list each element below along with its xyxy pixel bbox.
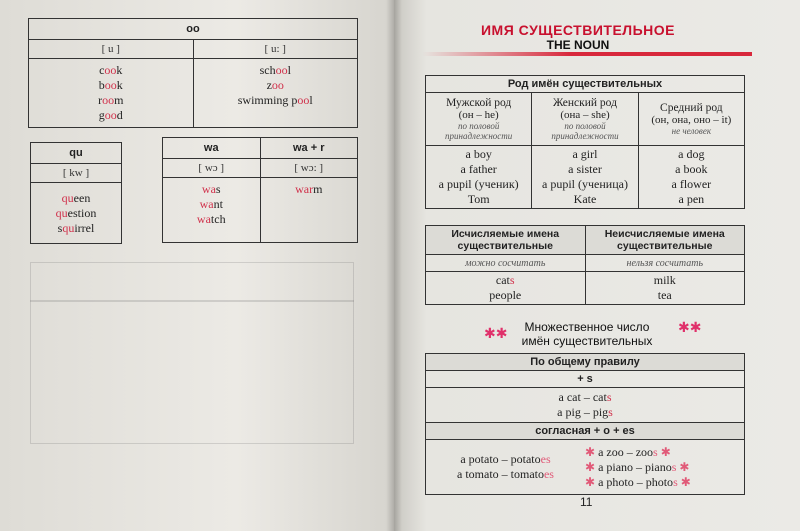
oo-short-word-part: r (98, 93, 103, 107)
oo-short-word-part: c (99, 63, 105, 77)
qu-word-highlight: qu (62, 220, 75, 235)
wa-word (163, 212, 260, 227)
oo-long-word (194, 93, 358, 108)
gender-pronoun: (он, она, оно – it) (651, 114, 732, 126)
title-underline (422, 52, 752, 56)
plural-example-1: a cat – cat (558, 390, 607, 404)
oo-short-word-part: k (116, 78, 123, 92)
countable-word-2: people (489, 288, 522, 302)
gender-note: не человек (671, 126, 712, 136)
gender-examples (532, 146, 638, 209)
gender-examples (638, 146, 744, 209)
oo-long-word-highlight: oo (275, 63, 288, 77)
qu-sound: [ kw ] (31, 164, 122, 183)
oo-long-word-part: swimming p (237, 93, 298, 107)
es-example (426, 467, 585, 482)
gender-example-word: Tom (467, 192, 490, 206)
qu-word-highlight: qu (55, 205, 68, 220)
oo-short-word-part: g (98, 108, 105, 122)
s-exception-base: a zoo – zoo (598, 444, 654, 459)
plural-example-1-ending: s (606, 390, 612, 404)
uncountable-note: нельзя сосчитать (585, 255, 745, 272)
qu-table (30, 142, 122, 244)
oo-short-word (29, 63, 193, 78)
war-word-highlight: war (295, 182, 314, 196)
plural-plus-s: + s (426, 371, 745, 388)
oo-short-word (29, 78, 193, 93)
gender-example-word: a sister (568, 162, 602, 176)
page-number: 11 (580, 495, 593, 509)
s-exception-ending: s (671, 459, 677, 474)
war-words (260, 178, 358, 243)
es-example-ending: es (543, 467, 554, 481)
s-exception (585, 445, 744, 460)
es-example-base: a potato – potato (460, 452, 541, 466)
wa-word-highlight: wa (201, 182, 216, 196)
star-icon: ✱ (585, 474, 599, 489)
s-exception-ending: s (653, 444, 658, 459)
wa-table (162, 137, 358, 243)
oo-sound-short: [ u ] (29, 40, 194, 59)
oo-long-word-part: z (266, 78, 272, 92)
gender-example-word: a father (460, 162, 497, 176)
uncountable-word-2: tea (657, 288, 672, 302)
gender-example-word: Kate (573, 192, 597, 206)
countable-word-1-ending: s (509, 273, 515, 287)
es-example (426, 452, 585, 467)
plural-o-rule: согласная + o + es (426, 423, 745, 440)
oo-long-word-part: l (287, 63, 291, 77)
oo-short-word-part: m (114, 93, 124, 107)
countable-word-1: cat (495, 273, 510, 287)
gender-table (425, 75, 745, 209)
countability-table (425, 225, 745, 305)
gender-example-word: a pupil (ученица) (542, 177, 628, 191)
wa-word-part: tch (210, 212, 226, 226)
countable-examples (426, 272, 586, 305)
wa-word-highlight: wa (199, 197, 214, 211)
wa-word-highlight: wa (196, 212, 211, 226)
oo-table (28, 18, 358, 128)
gender-name: Женский род (553, 97, 617, 109)
oo-short-words (29, 59, 194, 128)
oo-long-word (194, 63, 358, 78)
oo-header: oo (29, 19, 358, 40)
oo-short-word (29, 108, 193, 123)
page-subtitle: THE NOUN (546, 38, 610, 52)
star-icon: ✱ (657, 444, 671, 459)
oo-short-word (29, 93, 193, 108)
war-sound: [ wɔ: ] (260, 159, 358, 178)
oo-sound-long: [ u: ] (193, 40, 358, 59)
qu-word (31, 191, 121, 206)
war-word (261, 182, 358, 197)
gender-name: Мужской род (446, 97, 512, 109)
gender-note: по половой принадлежности (551, 121, 619, 141)
s-exception-ending: s (673, 474, 678, 489)
wa-sound: [ wɔ ] (163, 159, 261, 178)
uncountable-examples (585, 272, 745, 305)
oo-short-word-part: d (116, 108, 123, 122)
gender-column-header (638, 93, 744, 146)
plural-table (425, 353, 745, 495)
s-exception-base: a photo – photo (598, 474, 674, 489)
page-title: ИМЯ СУЩЕСТВИТЕЛЬНОЕ (480, 22, 675, 38)
star-icon: ✱ (676, 459, 690, 474)
qu-word (31, 206, 121, 221)
qu-header: qu (31, 143, 122, 164)
plural-es-examples (426, 440, 586, 495)
gender-examples (426, 146, 532, 209)
qu-word-part: estion (67, 205, 97, 220)
gender-column-header (426, 93, 532, 146)
gender-example-word: a boy (465, 147, 492, 161)
plural-general-rule: По общему правилу (426, 354, 745, 371)
es-example-base: a tomato – tomato (457, 467, 544, 481)
wa-header: wa (163, 138, 261, 159)
gender-header: Род имён существительных (426, 76, 745, 93)
gender-note: по половой принадлежности (445, 121, 513, 141)
gender-column-header (532, 93, 638, 146)
oo-short-word-part: b (98, 78, 105, 92)
bleedthrough-table (30, 262, 354, 444)
oo-short-word-highlight: oo (104, 78, 117, 92)
wa-word (163, 197, 260, 212)
gender-name: Средний род (660, 102, 723, 114)
plural-s-examples (426, 388, 745, 423)
countable-header: Исчисляемые имена существительные (426, 226, 586, 255)
wa-word-part: s (215, 182, 221, 196)
s-exception (585, 475, 744, 490)
war-word-part: m (313, 182, 323, 196)
qu-word (31, 221, 121, 236)
qu-word-highlight: qu (61, 190, 74, 205)
oo-long-word (194, 78, 358, 93)
gender-example-word: a pen (678, 192, 705, 206)
gender-pronoun: (он – he) (458, 109, 499, 121)
es-example-ending: es (540, 452, 551, 466)
oo-short-word-highlight: oo (104, 108, 117, 122)
oo-short-word-highlight: oo (104, 63, 117, 77)
oo-long-word-part: l (309, 93, 313, 107)
oo-short-word-highlight: oo (102, 93, 115, 107)
plural-example-2: a pig – pig (557, 405, 609, 419)
oo-long-word-highlight: oo (297, 93, 310, 107)
star-decoration-left: ✱✱ (484, 326, 508, 342)
gender-example-word: a girl (572, 147, 598, 161)
plural-example-2-ending: s (608, 405, 613, 419)
gender-example-word: a book (675, 162, 708, 176)
gender-pronoun: (она – she) (560, 109, 610, 121)
qu-words (31, 183, 122, 244)
plural-section-title: Множественное число имён существительных (521, 320, 653, 348)
qu-word-part: irrel (74, 220, 95, 235)
oo-short-word-part: k (116, 63, 123, 77)
qu-word-part: s (57, 220, 63, 235)
s-exception-base: a piano – piano (598, 459, 672, 474)
plural-s-exceptions (585, 440, 745, 495)
oo-long-words (193, 59, 358, 128)
book-gutter (386, 0, 402, 531)
wa-words (163, 178, 261, 243)
countable-note: можно сосчитать (426, 255, 586, 272)
star-decoration-right: ✱✱ (678, 320, 702, 336)
wa-word (163, 182, 260, 197)
uncountable-header: Неисчисляемые имена существительные (585, 226, 745, 255)
gender-example-word: a dog (678, 147, 705, 161)
gender-example-word: a flower (671, 177, 712, 191)
star-icon: ✱ (585, 459, 599, 474)
s-exception (585, 460, 744, 475)
oo-long-word-highlight: oo (271, 78, 284, 92)
bleedthrough-table-lines (30, 300, 354, 302)
gender-example-word: a pupil (ученик) (438, 177, 519, 191)
qu-word-part: een (73, 190, 91, 205)
uncountable-word-1: milk (653, 273, 676, 287)
star-icon: ✱ (677, 474, 691, 489)
war-header: wa + r (260, 138, 358, 159)
wa-word-part: nt (213, 197, 223, 211)
oo-long-word-part: sch (259, 63, 276, 77)
star-icon: ✱ (585, 444, 599, 459)
